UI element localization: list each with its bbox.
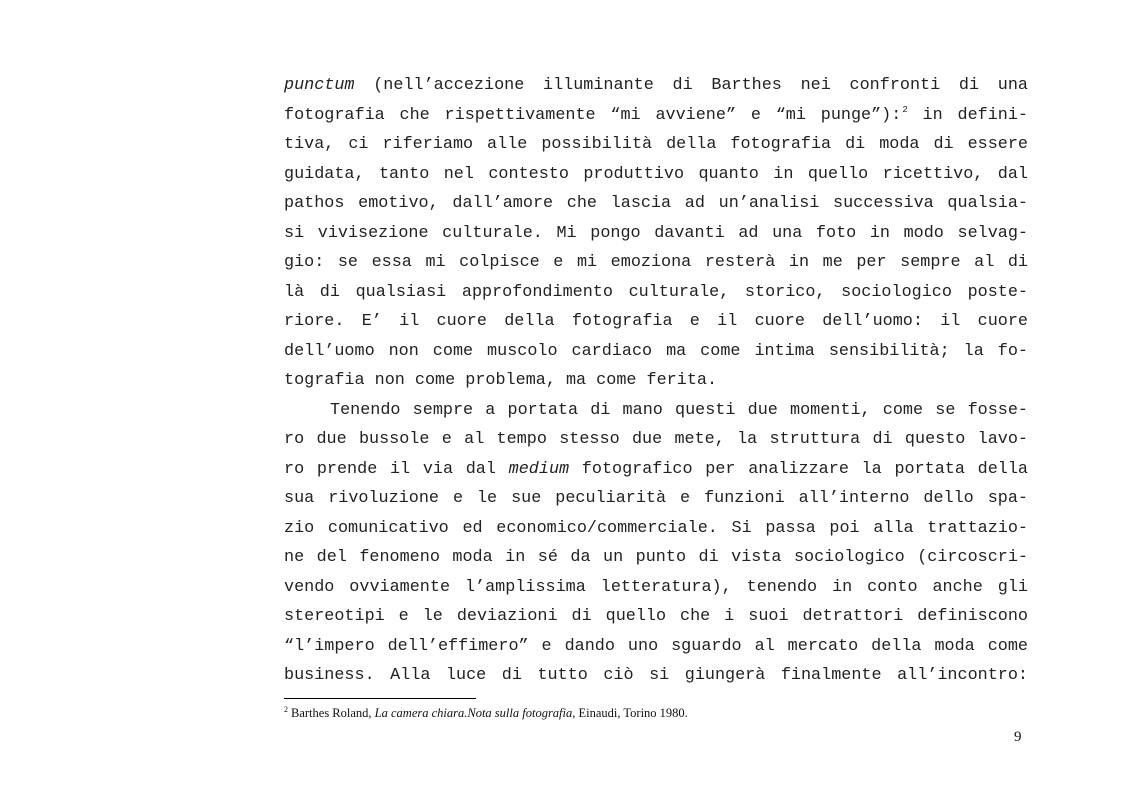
text-line: vendo ovviamente l’amplissima letteratura), tenendo in conto anche gli: [284, 577, 1028, 597]
text-line: ne del fenomeno moda in sé da un punto di vista sociologico (circoscri-: [284, 548, 1028, 567]
text-line: zio comunicativo ed economico/commerciale. Si passa poi alla trattazio-: [284, 518, 1028, 538]
footnote-author: Barthes Roland,: [291, 706, 375, 720]
footnote-number: 2: [284, 705, 288, 714]
text-line: ro due bussole e al tempo stesso due mete, la struttura di questo lavo-: [284, 430, 1028, 449]
text-line: dell’uomo non come muscolo cardiaco ma come intima sensibilità; la fo-: [284, 341, 1028, 361]
footnote-separator: [284, 698, 476, 699]
footnote-publisher: , Einaudi, Torino 1980.: [572, 706, 688, 720]
text-line: guidata, tanto nel contesto produttivo quanto in quello ricettivo, dal: [284, 164, 1028, 184]
italic-term-punctum: punctum: [284, 76, 355, 95]
text-line: tografia non come problema, ma come ferita.: [284, 371, 718, 390]
body-text: [284, 71, 1028, 691]
text-line: ro prende il via dal medium fotografico per analizzare la portata della: [284, 459, 1028, 479]
page-number: 9: [1014, 729, 1022, 745]
footnote-title: La camera chiara.Nota sulla fotografia: [374, 706, 573, 720]
text-line: punctum (nell’accezione illuminante di Barthes nei confronti di una: [284, 76, 1028, 95]
text-line: “l’impero dell’effimero” e dando uno sguardo al mercato della moda come: [284, 636, 1028, 656]
paragraph-2: [284, 396, 1028, 691]
text-line: tiva, ci riferiamo alle possibilità della fotografia di moda di essere: [284, 135, 1028, 154]
text-line: sua rivoluzione e le sue peculiarità e funzioni all’interno dello spa-: [284, 489, 1028, 508]
text-line: fotografia che rispettivamente “mi avviene” e “mi punge”):$^2$ in defini-: [284, 104, 1028, 125]
text-line: gio: se essa mi colpisce e mi emoziona resterà in me per sempre al di: [284, 253, 1028, 272]
text-line: pathos emotivo, dall’amore che lascia ad un’analisi successiva qualsia-: [284, 194, 1028, 213]
text-line: stereotipi e le deviazioni di quello che i suoi detrattori definiscono: [284, 607, 1028, 626]
text-line: là di qualsiasi approfondimento culturale, storico, sociologico poste-: [284, 282, 1028, 302]
text-line: business. Alla luce di tutto ciò si giungerà finalmente all’incontro:: [284, 666, 1028, 685]
text-line: riore. E’ il cuore della fotografia e il cuore dell’uomo: il cuore: [284, 312, 1028, 331]
italic-term-medium: medium: [508, 459, 570, 479]
paragraph-1: [284, 71, 1028, 396]
footnote: [284, 706, 688, 721]
footnote-reference: 2: [902, 104, 908, 115]
text-line: Tenendo sempre a portata di mano questi due momenti, come se fosse-: [330, 400, 1028, 420]
text-line: si vivisezione culturale. Mi pongo davanti ad una foto in modo selvag-: [284, 223, 1028, 243]
